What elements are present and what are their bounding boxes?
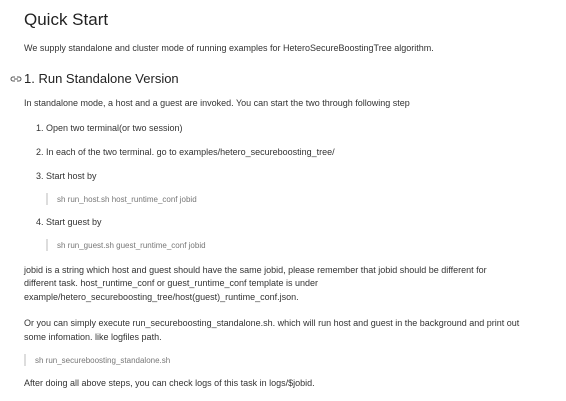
alt-note-line: Or you can simply execute run_secureboosting_standalone.sh. which will run host and guest in the background and print out — [24, 318, 520, 328]
jobid-note-line: different task. host_runtime_conf or guest_runtime_conf template is under — [24, 278, 318, 288]
link-icon[interactable] — [10, 74, 22, 84]
section-heading: 1. Run Standalone Version — [24, 71, 179, 86]
step-item: 3. Start host by — [36, 171, 97, 181]
code-block-guest — [46, 239, 206, 251]
final-note: After doing all above steps, you can check logs of this task in logs/$jobid. — [24, 378, 315, 388]
code-block-host — [46, 193, 197, 205]
section-description: In standalone mode, a host and a guest are invoked. You can start the two through following step — [24, 98, 410, 108]
code-text: sh run_guest.sh guest_runtime_conf jobid — [57, 240, 206, 250]
code-block-standalone — [24, 354, 170, 366]
alt-note-line: some infomation. like logfiles path. — [24, 332, 162, 342]
step-item: 2. In each of the two terminal. go to examples/hetero_secureboosting_tree/ — [36, 147, 335, 157]
jobid-note-line: example/hetero_secureboosting_tree/host(guest)_runtime_conf.json. — [24, 292, 299, 302]
step-item: 4. Start guest by — [36, 217, 102, 227]
code-block-bar — [46, 239, 48, 251]
page-title: Quick Start — [24, 10, 109, 29]
code-text: sh run_host.sh host_runtime_conf jobid — [57, 194, 197, 204]
jobid-note-line: jobid is a string which host and guest should have the same jobid, please remember that jobid should be different for — [24, 265, 487, 275]
step-item: 1. Open two terminal(or two session) — [36, 123, 183, 133]
code-block-bar — [46, 193, 48, 205]
code-block-bar — [24, 354, 26, 366]
section-heading-row — [10, 70, 179, 88]
code-text: sh run_secureboosting_standalone.sh — [35, 355, 171, 365]
intro-paragraph: We supply standalone and cluster mode of running examples for HeteroSecureBoostingTree algorithm. — [24, 43, 434, 53]
